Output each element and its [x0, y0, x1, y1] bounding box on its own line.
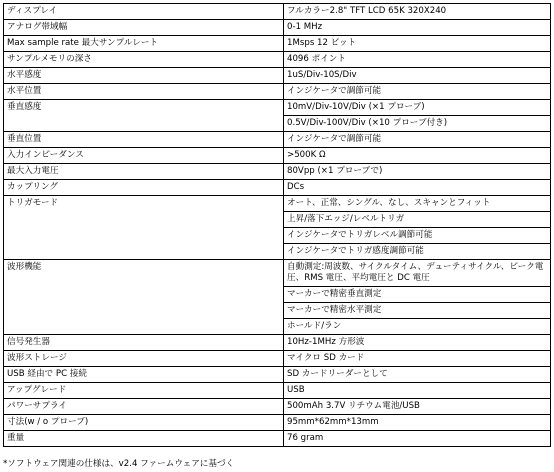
- spec-table-body: [4, 4, 551, 447]
- table-row: [4, 52, 551, 68]
- table-row: [4, 431, 551, 447]
- spec-value: インジケータでトリガレベル調節可能: [284, 228, 551, 244]
- spec-value: マーカーで精密垂直測定: [284, 287, 551, 303]
- table-row: [4, 260, 551, 287]
- spec-label: 垂直感度: [4, 100, 284, 132]
- table-row: [4, 180, 551, 196]
- spec-label: 信号発生器: [4, 335, 284, 351]
- spec-value: 95mm*62mm*13mm: [284, 415, 551, 431]
- spec-label: 最大入力電圧: [4, 164, 284, 180]
- spec-value: 0-1 MHz: [284, 20, 551, 36]
- spec-label: ディスプレイ: [4, 4, 284, 20]
- table-row: [4, 415, 551, 431]
- spec-value: 1uS/Div-10S/Div: [284, 68, 551, 84]
- spec-label: 水平感度: [4, 68, 284, 84]
- table-row: [4, 351, 551, 367]
- spec-value: マーカーで精密水平測定: [284, 303, 551, 319]
- table-row: [4, 68, 551, 84]
- spec-value: オート、正常、シングル、なし、スキャンとフィット: [284, 196, 551, 212]
- spec-value: フルカラー2.8" TFT LCD 65K 320X240: [284, 4, 551, 20]
- table-row: [4, 4, 551, 20]
- spec-label: カップリング: [4, 180, 284, 196]
- spec-label: パワーサプライ: [4, 399, 284, 415]
- spec-value: マイクロ SD カード: [284, 351, 551, 367]
- spec-label: 入力インピーダンス: [4, 148, 284, 164]
- spec-value: 10Hz-1MHz 方形波: [284, 335, 551, 351]
- spec-table: [3, 3, 551, 447]
- spec-label: サンプルメモリの深さ: [4, 52, 284, 68]
- table-row: [4, 164, 551, 180]
- table-row: [4, 399, 551, 415]
- table-row: [4, 100, 551, 116]
- table-row: [4, 20, 551, 36]
- spec-value: 1Msps 12 ビット: [284, 36, 551, 52]
- table-row: [4, 84, 551, 100]
- table-row: [4, 36, 551, 52]
- spec-value: 80Vpp (×1 プローブで): [284, 164, 551, 180]
- table-row: [4, 367, 551, 383]
- spec-label: 寸法(w / o プローブ): [4, 415, 284, 431]
- spec-label: 波形ストレージ: [4, 351, 284, 367]
- table-row: [4, 132, 551, 148]
- spec-value: 4096 ポイント: [284, 52, 551, 68]
- spec-value: DCs: [284, 180, 551, 196]
- spec-value: 0.5V/Div-100V/Div (×10 プローブ付き): [284, 116, 551, 132]
- table-row: [4, 148, 551, 164]
- spec-value: インジケータでトリガ感度調節可能: [284, 244, 551, 260]
- spec-value: USB: [284, 383, 551, 399]
- spec-value: インジケータで調節可能: [284, 132, 551, 148]
- spec-label: トリガモード: [4, 196, 284, 260]
- spec-label: USB 経由で PC 接続: [4, 367, 284, 383]
- spec-label: 波形機能: [4, 260, 284, 335]
- spec-value: 76 gram: [284, 431, 551, 447]
- spec-value: 500mAh 3.7V リチウム電池/USB: [284, 399, 551, 415]
- spec-value: インジケータで調節可能: [284, 84, 551, 100]
- spec-label: 重量: [4, 431, 284, 447]
- spec-label: アナログ帯域幅: [4, 20, 284, 36]
- spec-value: >500K Ω: [284, 148, 551, 164]
- spec-value: 上昇/落下エッジ/レベルトリガ: [284, 212, 551, 228]
- spec-value: 自動測定:周波数、サイクルタイム、デューティサイクル、ピーク電圧、RMS 電圧、平均電圧と DC 電圧: [284, 260, 551, 287]
- spec-label: アップグレード: [4, 383, 284, 399]
- spec-value: ホールド/ラン: [284, 319, 551, 335]
- spec-value: 10mV/Div-10V/Div (×1 プローブ): [284, 100, 551, 116]
- spec-label: 垂直位置: [4, 132, 284, 148]
- spec-label: Max sample rate 最大サンプルレート: [4, 36, 284, 52]
- spec-value: SD カードリーダーとして: [284, 367, 551, 383]
- footnote: *ソフトウェア関連の仕様は、v2.4 ファームウェアに基づく: [3, 459, 235, 469]
- spec-label: 水平位置: [4, 84, 284, 100]
- table-row: [4, 383, 551, 399]
- table-row: [4, 335, 551, 351]
- table-row: [4, 196, 551, 212]
